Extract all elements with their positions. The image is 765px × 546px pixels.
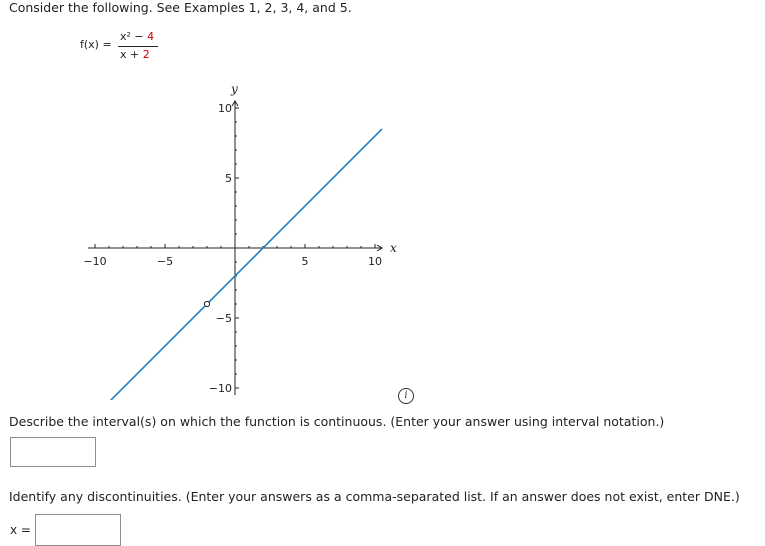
x-equals-label: x = [10, 523, 31, 537]
fraction-bar [118, 46, 158, 47]
x-tick-label: 5 [301, 255, 309, 268]
x-tick-label: 10 [368, 255, 382, 268]
problem-prompt: Consider the following. See Examples 1, 2, 3, 4, and 5. [9, 0, 352, 15]
x-tick-label: −10 [83, 255, 107, 268]
info-icon[interactable]: i [398, 388, 414, 404]
discontinuity-answer-input[interactable] [35, 514, 121, 546]
removable-discontinuity-hole [204, 301, 209, 306]
function-line [102, 129, 382, 400]
question-discontinuities: Identify any discontinuities. (Enter your answers as a comma-separated list. If an answer does not exist, enter DNE.) [9, 489, 740, 504]
function-graph [70, 80, 400, 400]
function-denominator [120, 48, 150, 61]
y-axis-label: y [231, 82, 238, 96]
y-tick-label: 5 [225, 172, 232, 185]
denominator-prefix: x + [120, 48, 143, 61]
function-definition [80, 30, 190, 64]
function-numerator [120, 30, 154, 43]
x-tick-label: −5 [156, 255, 174, 268]
numerator-constant: 4 [147, 30, 155, 43]
interval-answer-input[interactable] [10, 437, 96, 467]
x-axis-label: x [390, 241, 397, 255]
numerator-prefix: x² − [120, 30, 148, 43]
question-continuity: Describe the interval(s) on which the function is continuous. (Enter your answer using interval notation.) [9, 414, 665, 429]
y-tick-label: −10 [208, 382, 232, 395]
y-tick-label: −5 [215, 312, 232, 325]
denominator-constant: 2 [142, 48, 150, 61]
y-tick-label: 10 [218, 102, 232, 115]
function-label: f(x) = [80, 38, 112, 51]
